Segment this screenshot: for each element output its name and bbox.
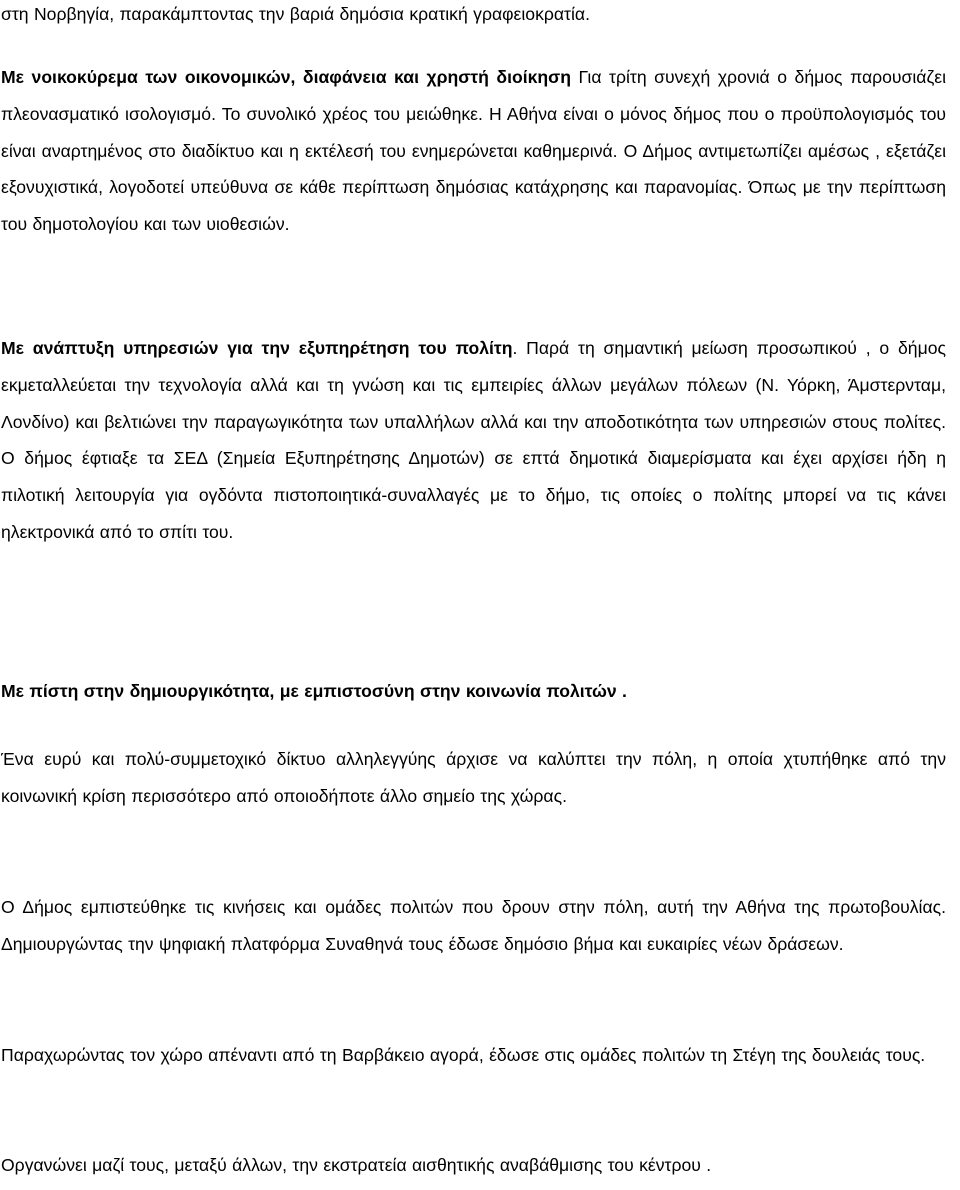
paragraph-varvakeio-space bbox=[1, 1037, 946, 1074]
paragraph-services bbox=[1, 330, 946, 551]
paragraph-text: Για τρίτη συνεχή χρονιά ο δήμος παρουσιάζει πλεονασματικό ισολογισμό. Το συνολικό χρέος του μειώθηκε. Η Αθήνα είναι ο μόνος δήμος που ο προϋπολογισμός του είναι αναρτημένος στο διαδίκτυο και η εκτέλεσή του ενημερώνεται καθημερινά. Ο Δήμος αντιμετωπίζει αμέσως , εξετάζει εξονυχιστικά, λογοδοτεί υπεύθυνα σε κάθε περίπτωση δημόσιας κατάχρησης και παρανομίας. Όπως με την περίπτωση του δημοτολογίου και των υιοθεσιών. bbox=[1, 67, 946, 235]
paragraph-heading: Με ανάπτυξη υπηρεσιών για την εξυπηρέτηση του πολίτη bbox=[1, 338, 513, 358]
paragraph-finances bbox=[1, 59, 946, 243]
paragraph-citizen-groups bbox=[1, 889, 946, 963]
paragraph-creativity-heading bbox=[1, 673, 946, 710]
paragraph-aesthetic-campaign bbox=[1, 1147, 946, 1184]
paragraph-text: Ο Δήμος εμπιστεύθηκε τις κινήσεις και ομάδες πολιτών που δρουν στην πόλη, αυτή την Αθήνα της πρωτοβουλίας. Δημιουργώντας την ψηφιακή πλατφόρμα Συναθηνά τους έδωσε δημόσιο βήμα και ευκαιρίες νέων δράσεων. bbox=[1, 897, 946, 954]
paragraph-text: Ένα ευρύ και πολύ-συμμετοχικό δίκτυο αλληλεγγύης άρχισε να καλύπτει την πόλη, η οποία χτυπήθηκε από την κοινωνική κρίση περισσότερο από οποιοδήποτε άλλο σημείο της χώρας. bbox=[1, 749, 946, 806]
paragraph-text: Οργανώνει μαζί τους, μεταξύ άλλων, την εκστρατεία αισθητικής αναβάθμισης του κέντρου . bbox=[1, 1155, 712, 1175]
paragraph-solidarity-network bbox=[1, 741, 946, 815]
paragraph-text: στη Νορβηγία, παρακάμπτοντας την βαριά δημόσια κρατική γραφειοκρατία. bbox=[1, 4, 590, 24]
paragraph-heading: Με πίστη στην δημιουργικότητα, με εμπιστοσύνη στην κοινωνία πολιτών . bbox=[1, 681, 627, 701]
paragraph-norway bbox=[1, 0, 946, 33]
paragraph-text: Παραχωρώντας τον χώρο απέναντι από τη Βαρβάκειο αγορά, έδωσε στις ομάδες πολιτών τη Στέγη της δουλειάς τους. bbox=[1, 1045, 926, 1065]
paragraph-heading: Με νοικοκύρεμα των οικονομικών, διαφάνεια και χρηστή διοίκηση bbox=[1, 67, 571, 87]
paragraph-text: . Παρά τη σημαντική μείωση προσωπικού , ο δήμος εκμεταλλεύεται την τεχνολογία αλλά και τη γνώση και τις εμπειρίες άλλων μεγάλων πόλεων (Ν. Υόρκη, Άμστερνταμ, Λονδίνο) και βελτιώνει την παραγωγικότητα των υπαλλήλων αλλά και την αποδοτικότητα των υπηρεσιών στους πολίτες. Ο δήμος έφτιαξε τα ΣΕΔ (Σημεία Εξυπηρέτησης Δημοτών) σε επτά δημοτικά διαμερίσματα και έχει αρχίσει ήδη η πιλοτική λειτουργία για ογδόντα πιστοποιητικά-συναλλαγές με το δήμο, τις οποίες ο πολίτης μπορεί να τις κάνει ηλεκτρονικά από το σπίτι του. bbox=[1, 338, 946, 542]
